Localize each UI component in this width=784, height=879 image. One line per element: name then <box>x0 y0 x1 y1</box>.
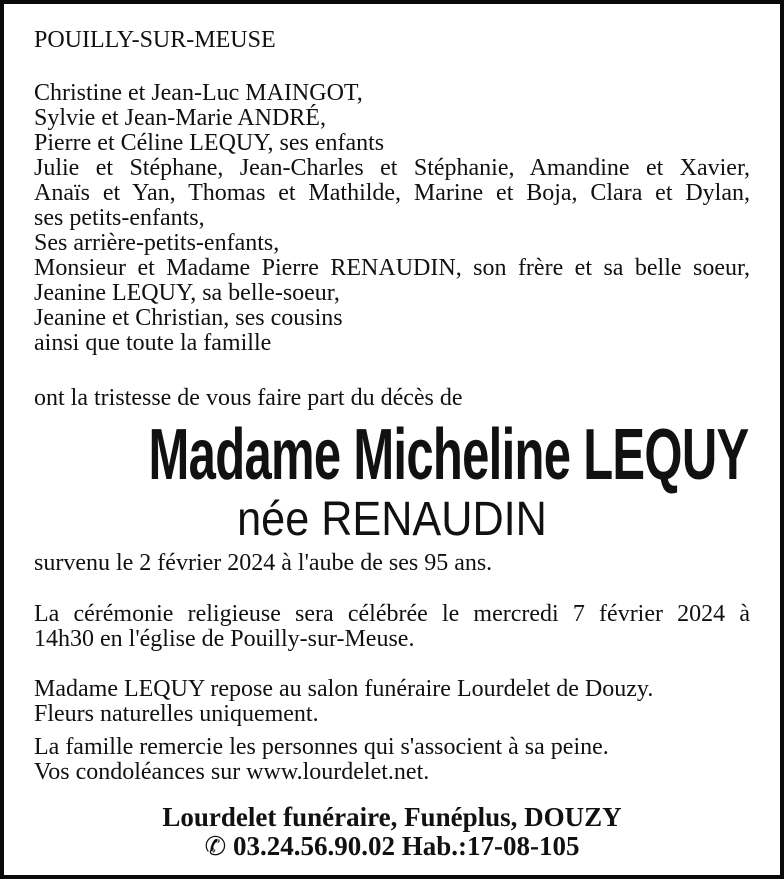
phone-number: 03.24.56.90.02 Hab.:17-08-105 <box>233 831 580 861</box>
maiden-name: née RENAUDIN <box>237 493 547 546</box>
death-date-line: survenu le 2 février 2024 à l'aube de ses 95 ans. <box>34 550 493 576</box>
family-line: Sylvie et Jean-Marie ANDRÉ, <box>34 105 326 131</box>
thanks-line: La famille remercie les personnes qui s'associent à sa peine. <box>34 734 609 760</box>
family-line: Pierre et Céline LEQUY, ses enfants <box>34 130 385 156</box>
family-line: Jeanine LEQUY, sa belle-soeur, <box>34 280 340 306</box>
funeral-home-footer <box>34 803 750 862</box>
family-line: Anaïs et Yan, Thomas et Mathilde, Marine et Boja, Clara et Dylan, <box>34 180 750 206</box>
announcement-intro: ont la tristesse de vous faire part du décès de <box>34 385 463 411</box>
repose-paragraph <box>34 677 750 727</box>
city-heading: POUILLY-SUR-MEUSE <box>34 27 276 53</box>
family-line: Ses arrière-petits-enfants, <box>34 230 280 256</box>
ceremony-line: 14h30 en l'église de Pouilly-sur-Meuse. <box>34 626 415 652</box>
family-list <box>34 81 750 356</box>
ceremony-line: La cérémonie religieuse sera célébrée le mercredi 7 février 2024 à <box>34 601 750 627</box>
funeral-home-name: Lourdelet funéraire, Funéplus, DOUZY <box>162 802 622 832</box>
repose-line: Fleurs naturelles uniquement. <box>34 701 319 727</box>
phone-and-license <box>226 831 233 861</box>
family-line: Julie et Stéphane, Jean-Charles et Stéphanie, Amandine et Xavier, <box>34 155 750 181</box>
family-line: Monsieur et Madame Pierre RENAUDIN, son frère et sa belle soeur, <box>34 255 750 281</box>
contact-line <box>34 832 750 862</box>
website-line: Vos condoléances sur www.lourdelet.net. <box>34 759 430 785</box>
family-line: ainsi que toute la famille <box>34 330 272 356</box>
notice-body <box>4 4 780 862</box>
family-line: Christine et Jean-Luc MAINGOT, <box>34 80 363 106</box>
family-line: ses petits-enfants, <box>34 205 205 231</box>
thanks-paragraph <box>34 735 750 785</box>
repose-line: Madame LEQUY repose au salon funéraire Lourdelet de Douzy. <box>34 676 654 702</box>
telephone-icon: ✆ <box>204 832 227 862</box>
family-line: Jeanine et Christian, ses cousins <box>34 305 343 331</box>
deceased-name: Madame Micheline LEQUY <box>148 415 749 495</box>
ceremony-paragraph <box>34 602 750 652</box>
